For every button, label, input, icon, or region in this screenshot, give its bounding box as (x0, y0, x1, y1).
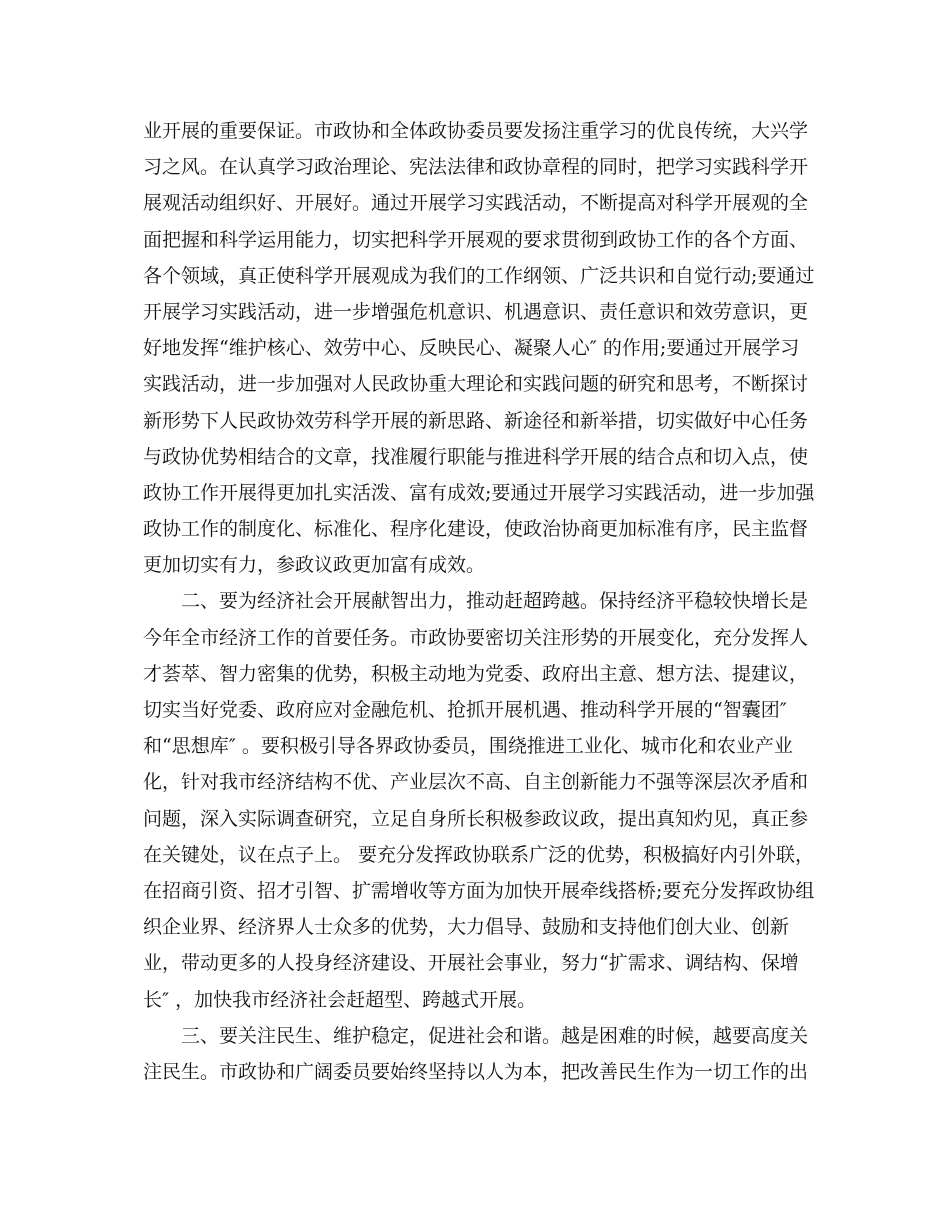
text-line: 在招商引资、招才引智、扩需增收等方面为加快开展牵线搭桥;要充分发挥政协组 (143, 879, 815, 902)
text-line: 习之风。在认真学习政治理论、宪法法律和政协章程的同时，把学习实践科学开 (143, 156, 809, 179)
text-line: 政协工作的制度化、标准化、程序化建设，使政治协商更加标准有序，民主监督 (143, 518, 809, 541)
text-line: 政协工作开展得更加扎实活泼、富有成效;要通过开展学习实践活动，进一步加强 (143, 481, 815, 504)
paragraph-start-line: 三、要关注民生、维护稳定，促进社会和谐。越是困难的时候，越要高度关 (181, 1024, 809, 1047)
text-line: 业，带动更多的人投身经济建设、开展社会事业，努力“扩需求、调结构、保增 (143, 952, 799, 975)
text-line: 各个领域，真正使科学开展观成为我们的工作纲领、广泛共识和自觉行动;要通过 (143, 264, 815, 287)
body-text (143, 113, 813, 1090)
text-line: 与政协优势相结合的文章，找准履行职能与推进科学开展的结合点和切入点，使 (143, 445, 809, 468)
text-line: 才荟萃、智力密集的优势，积极主动地为党委、政府出主意、想方法、提建议， (143, 662, 809, 685)
text-line: 展观活动组织好、开展好。通过开展学习实践活动，不断提高对科学开展观的全 (143, 192, 809, 215)
text-line: 面把握和科学运用能力，切实把科学开展观的要求贯彻到政协工作的各个方面、 (143, 228, 809, 251)
text-line: 新形势下人民政协效劳科学开展的新思路、新途径和新举措，切实做好中心任务 (143, 409, 809, 432)
text-line: 好地发挥“维护核心、效劳中心、反映民心、凝聚人心″ 的作用;要通过开展学习 (143, 337, 800, 360)
text-line: 业开展的重要保证。市政协和全体政协委员要发扬注重学习的优良传统，大兴学 (143, 120, 809, 142)
text-line: 切实当好党委、政府应对金融危机、抢抓开展机遇、推动科学开展的“智囊团″ (143, 699, 787, 721)
text-line: 注民生。市政协和广阔委员要始终坚持以人为本，把改善民生作为一切工作的出 (143, 1060, 809, 1083)
text-line: 实践活动，进一步加强对人民政协重大理论和实践问题的研究和思考，不断探讨 (143, 373, 809, 396)
text-line: 更加切实有力，参政议政更加富有成效。 (143, 554, 486, 577)
text-line: 长″ ，加快我市经济社会赶超型、跨越式开展。 (143, 988, 537, 1011)
paragraph-start-line: 二、要为经济社会开展献智出力，推动赶超跨越。保持经济平稳较快增长是 (181, 590, 809, 613)
text-line: 今年全市经济工作的首要任务。市政协要密切关注形势的开展变化，充分发挥人 (143, 626, 809, 649)
text-line: 织企业界、经济界人士众多的优势，大力倡导、鼓励和支持他们创大业、创新 (143, 916, 790, 939)
text-line: 开展学习实践活动，进一步增强危机意识、机遇意识、责任意识和效劳意识，更 (143, 300, 809, 323)
text-line: 化，针对我市经济结构不优、产业层次不高、自主创新能力不强等深层次矛盾和 (143, 771, 809, 794)
text-line: 和“思想库″ 。要积极引导各界政协委员，围绕推进工业化、城市化和农业产业 (143, 735, 793, 758)
text-line: 在关键处，议在点子上。 要充分发挥政协联系广泛的优势，积极搞好内引外联， (143, 843, 815, 866)
text-line: 问题，深入实际调查研究，立足自身所长积极参政议政，提出真知灼见，真正参 (143, 807, 809, 830)
